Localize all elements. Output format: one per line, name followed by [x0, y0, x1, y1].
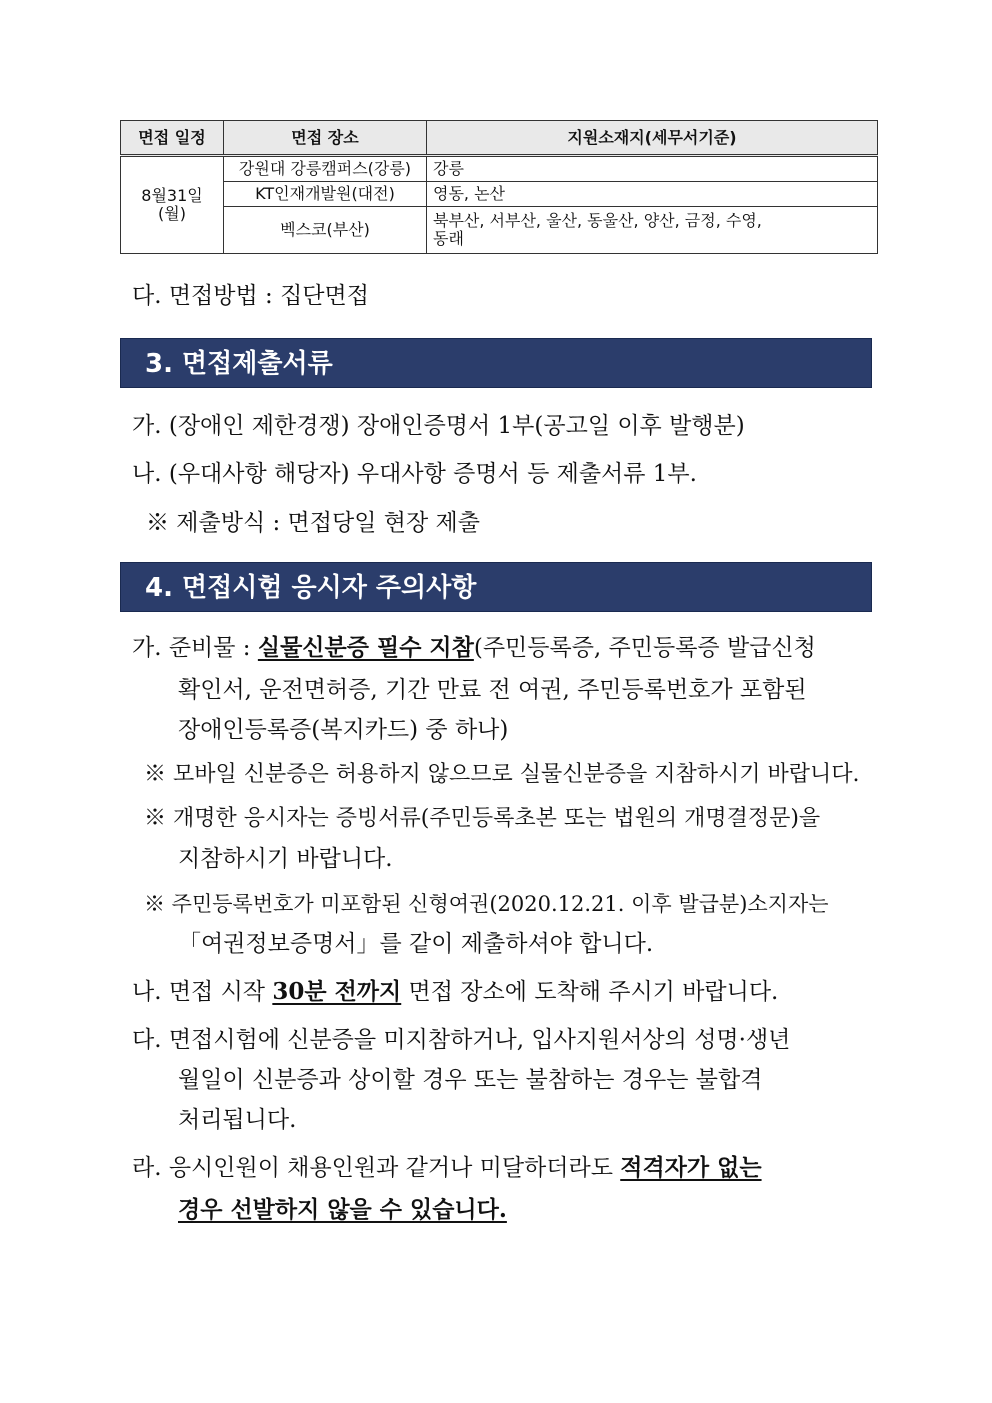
section-4-item-da: 다. 면접시험에 신분증을 미지참하거나, 입사지원서상의 성명·생년	[132, 1027, 791, 1053]
weekday-text: (월)	[158, 204, 186, 223]
section-3-title: 3. 면접제출서류	[120, 338, 872, 388]
section-4-title: 4. 면접시험 응시자 주의사항	[120, 562, 872, 612]
header-date: 면접 일정	[121, 121, 224, 156]
region-line: 동래	[433, 229, 464, 248]
table-row	[121, 156, 878, 182]
section-4-note-line: 지참하시기 바랍니다.	[178, 846, 393, 872]
item-text: (주민등록증, 주민등록증 발급신청	[473, 635, 816, 661]
section-4-item-ga-line: 확인서, 운전면허증, 기간 만료 전 여권, 주민등록번호가 포함된	[178, 677, 807, 703]
section-3-note: ※ 제출방식 : 면접당일 현장 제출	[146, 510, 480, 536]
place-cell: 벡스코(부산)	[224, 207, 427, 254]
interview-method: 다. 면접방법 : 집단면접	[132, 283, 369, 309]
item-prefix: 나. 면접 시작	[132, 979, 273, 1005]
region-cell: 강릉	[427, 156, 878, 182]
section-4-item-ra-line	[178, 1194, 507, 1226]
item-prefix: 라. 응시인원이 채용인원과 같거나 미달하더라도	[132, 1155, 621, 1181]
section-4-item-da-line: 월일이 신분증과 상이할 경우 또는 불참하는 경우는 불합격	[178, 1067, 763, 1093]
emphasis-text: 적격자가 없는	[620, 1154, 762, 1181]
header-place: 면접 장소	[224, 121, 427, 156]
section-4-item-ga-line: 장애인등록증(복지카드) 중 하나)	[178, 717, 509, 743]
table-row	[121, 182, 878, 207]
date-cell	[121, 156, 224, 254]
item-prefix: 가. 준비물 :	[132, 635, 258, 661]
header-region: 지원소재지(세무서기준)	[427, 121, 878, 156]
section-4-note: ※ 모바일 신분증은 허용하지 않으므로 실물신분증을 지참하시기 바랍니다.	[144, 762, 860, 787]
section-4-item-na	[132, 976, 778, 1008]
section-4-item-ga	[132, 632, 816, 664]
section-4-item-ra	[132, 1152, 762, 1184]
section-3-item: 나. (우대사항 해당자) 우대사항 증명서 등 제출서류 1부.	[132, 461, 697, 487]
place-cell: KT인재개발원(대전)	[224, 182, 427, 207]
place-cell: 강원대 강릉캠퍼스(강릉)	[224, 156, 427, 182]
table-row	[121, 207, 878, 254]
region-cell	[427, 207, 878, 254]
date-text: 8월31일	[141, 186, 203, 205]
emphasis-text: 실물신분증 필수 지참	[257, 634, 474, 661]
table-header-row	[121, 121, 878, 156]
section-4-note-line: 「여권정보증명서」를 같이 제출하셔야 합니다.	[178, 931, 654, 957]
region-line: 북부산, 서부산, 울산, 동울산, 양산, 금정, 수영,	[433, 211, 762, 230]
item-text: 면접 장소에 도착해 주시기 바랍니다.	[401, 979, 779, 1005]
section-4-item-da-line: 처리됩니다.	[178, 1107, 297, 1133]
section-3-item: 가. (장애인 제한경쟁) 장애인증명서 1부(공고일 이후 발행분)	[132, 413, 745, 439]
emphasis-text: 경우 선발하지 않을 수 있습니다.	[178, 1196, 507, 1223]
interview-schedule-table	[120, 120, 878, 254]
emphasis-text: 30분 전까지	[272, 978, 402, 1005]
section-4-note: ※ 개명한 응시자는 증빙서류(주민등록초본 또는 법원의 개명결정문)을	[144, 806, 821, 831]
region-cell: 영동, 논산	[427, 182, 878, 207]
section-4-note: ※ 주민등록번호가 미포함된 신형여권(2020.12.21. 이후 발급분)소지자는	[144, 892, 829, 916]
